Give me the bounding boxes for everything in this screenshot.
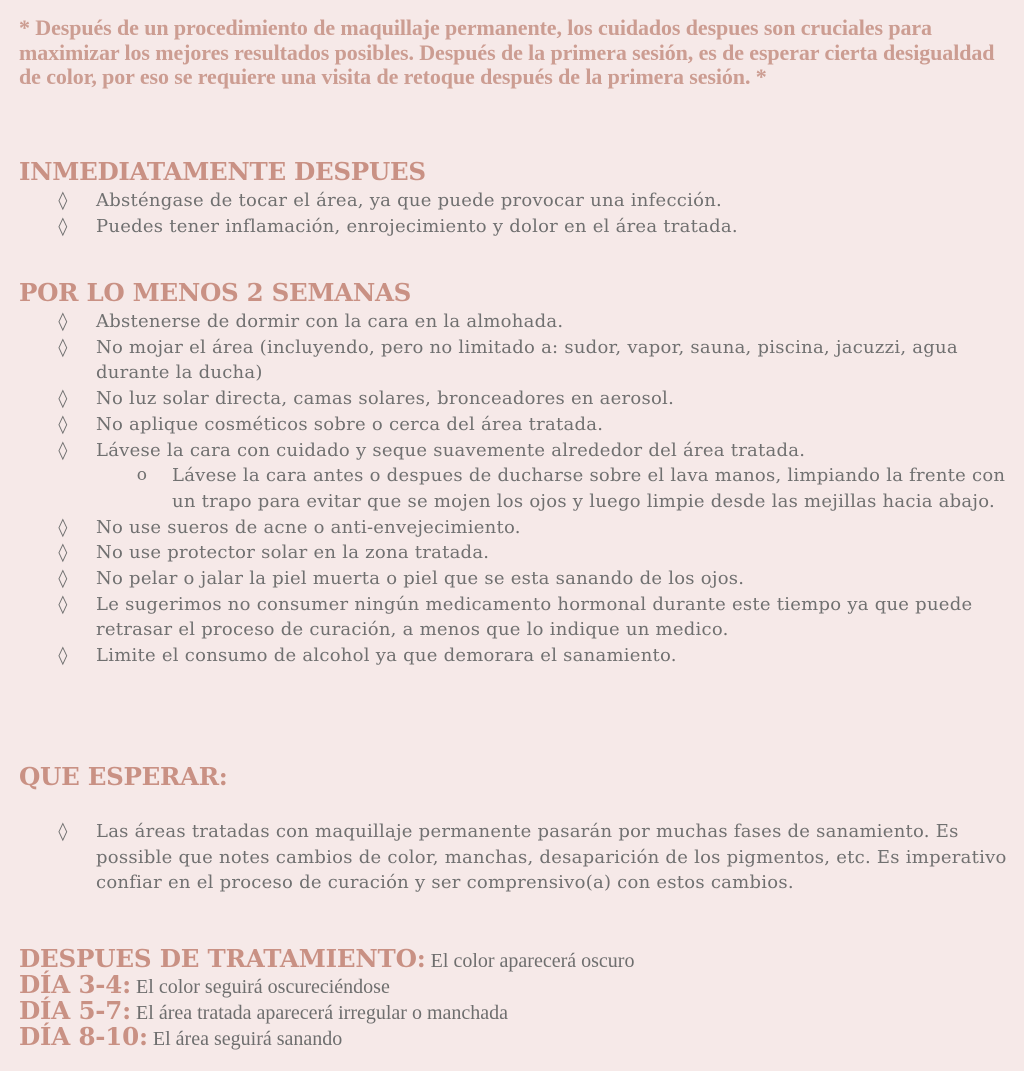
list-por-lo-menos-2-semanas [0,309,1010,669]
list-item: ◊ No use sueros de acne o anti-envejecimiento. [0,515,1010,541]
list-item: ◊ No aplique cosméticos sobre o cerca del área tratada. [0,412,1010,438]
heading-por-lo-menos-2-semanas: POR LO MENOS 2 SEMANAS [19,278,412,307]
diamond-bullet-icon: ◊ [58,542,68,564]
intro-note: * Después de un procedimiento de maquillaje permanente, los cuidados despues son cruciales para maximizar los mejores resultados posibles. Después de la primera sesión, es de esperar cierta desigualdad de color, por eso se requiere una visita de retoque después de la primera sesión. * [19,15,995,89]
timeline-row [19,1024,1019,1050]
list-item: ◊ Absténgase de tocar el área, ya que puede provocar una infección. [0,188,1010,214]
timeline-row [19,972,1019,998]
diamond-bullet-icon: ◊ [58,645,68,667]
sub-list-item: o Lávese la cara antes o despues de ducharse sobre el lava manos, limpiando la frente con un trapo para evitar que se mojen los ojos y luego limpie desde las mejillas hacia abajo. [0,463,1010,514]
circle-bullet-icon: o [136,465,148,486]
list-item: ◊ No mojar el área (incluyendo, pero no limitado a: sudor, vapor, sauna, piscina, jacuzzi, agua durante la ducha) [0,335,1010,386]
timeline-text: El color aparecerá oscuro [430,950,635,972]
healing-timeline [19,946,1019,1050]
list-item: ◊ No pelar o jalar la piel muerta o piel que se esta sanando de los ojos. [0,566,1010,592]
list-item: ◊ Limite el consumo de alcohol ya que demorara el sanamiento. [0,643,1010,669]
heading-inmediatamente-despues: INMEDIATAMENTE DESPUES [19,157,426,186]
timeline-label: DESPUES DE TRATAMIENTO: [19,944,426,973]
diamond-bullet-icon: ◊ [58,190,68,211]
timeline-label: DÍA 5-7: [19,996,131,1025]
timeline-text: El área tratada aparecerá irregular o manchada [136,1002,509,1024]
list-item: ◊ Abstenerse de dormir con la cara en la almohada. [0,309,1010,335]
timeline-row [19,946,1019,972]
diamond-bullet-icon: ◊ [58,568,68,590]
diamond-bullet-icon: ◊ [58,439,68,461]
diamond-bullet-icon: ◊ [58,516,68,538]
list-que-esperar [0,819,1010,896]
list-item: ◊ No use protector solar en la zona tratada. [0,540,1010,566]
list-item: ◊ Las áreas tratadas con maquillaje permanente pasarán por muchas fases de sanamiento. Es possible que notes cambios de color, manchas, desaparición de los pigmentos, etc. Es imperativo confiar en el proceso de curación y ser comprensivo(a) con estos cambios. [0,819,1010,896]
diamond-bullet-icon: ◊ [58,388,68,410]
diamond-bullet-icon: ◊ [58,413,68,435]
list-item: ◊ Puedes tener inflamación, enrojecimiento y dolor en el área tratada. [0,214,1010,240]
list-item: ◊ Le sugerimos no consumer ningún medicamento hormonal durante este tiempo ya que puede retrasar el proceso de curación, a menos que lo indique un medico. [0,592,1010,643]
timeline-label: DÍA 3-4: [19,970,131,999]
diamond-bullet-icon: ◊ [58,215,68,237]
timeline-text: El color seguirá oscureciéndose [136,976,390,998]
list-item: ◊ No luz solar directa, camas solares, bronceadores en aerosol. [0,386,1010,412]
timeline-label: DÍA 8-10: [19,1022,148,1051]
diamond-bullet-icon: ◊ [58,311,68,332]
diamond-bullet-icon: ◊ [58,336,68,358]
list-item: ◊ Lávese la cara con cuidado y seque suavemente alrededor del área tratada. [0,438,1010,464]
timeline-text: El área seguirá sanando [152,1028,343,1050]
list-inmediatamente-despues [0,188,1010,239]
timeline-row [19,998,1019,1024]
diamond-bullet-icon: ◊ [58,593,68,615]
diamond-bullet-icon: ◊ [58,821,68,842]
heading-que-esperar: QUE ESPERAR: [19,762,228,791]
